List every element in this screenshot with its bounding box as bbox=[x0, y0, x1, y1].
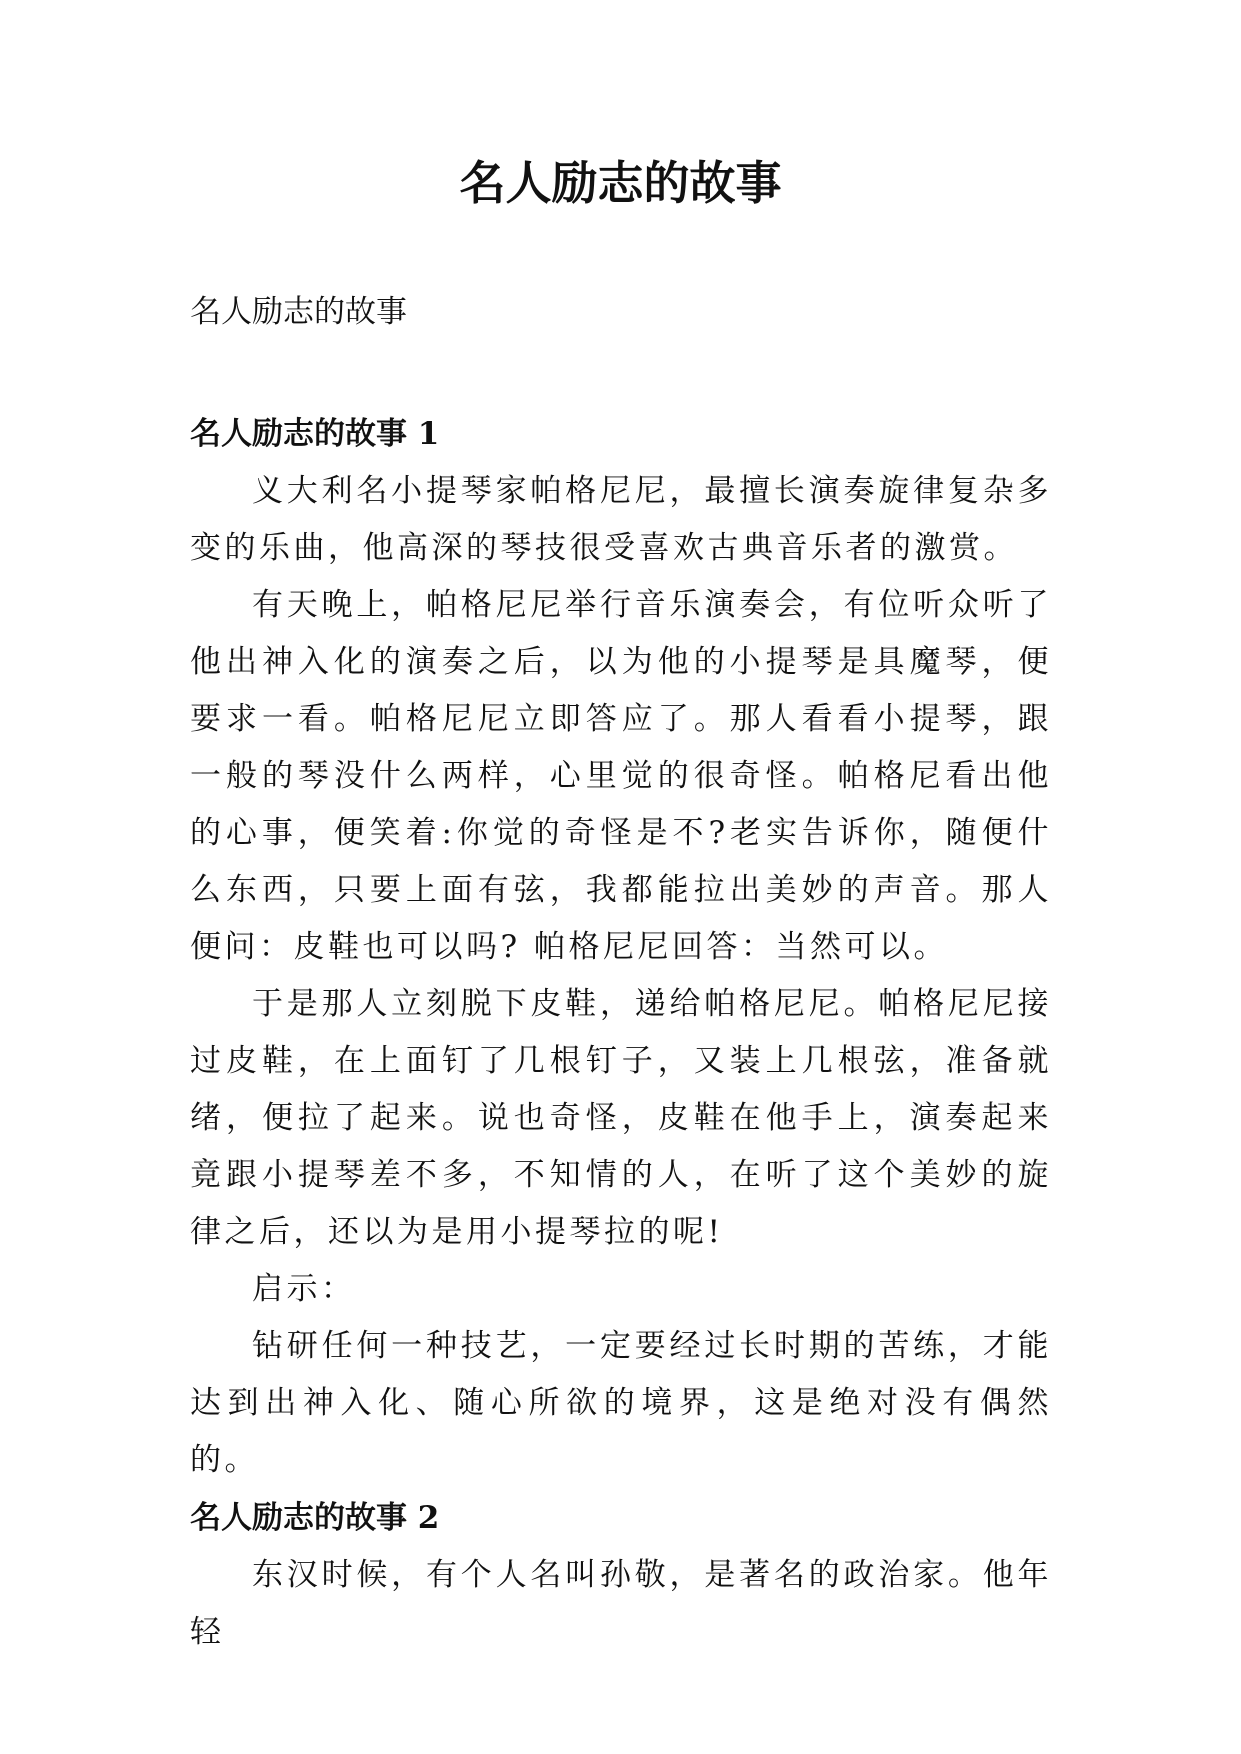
paragraph: 东汉时候，有个人名叫孙敬，是著名的政治家。他年轻 bbox=[190, 1557, 1052, 1650]
paragraph: 于是那人立刻脱下皮鞋，递给帕格尼尼。帕格尼尼接过皮鞋，在上面钉了几根钉子，又装上几根弦，准备就绪，便拉了起来。说也奇怪，皮鞋在他手上，演奏起来竟跟小提琴差不多，不知情的人，在听了这个美妙的旋律之后，还以为是用小提琴拉的呢! bbox=[190, 986, 1052, 1250]
paragraph: 有天晚上，帕格尼尼举行音乐演奏会，有位听众听了他出神入化的演奏之后，以为他的小提琴是具魔琴，便要求一看。帕格尼尼立即答应了。那人看看小提琴，跟一般的琴没什么两样，心里觉的很奇怪。帕格尼看出他的心事，便笑着:你觉的奇怪是不?老实告诉你，随便什么东西，只要上面有弦，我都能拉出美妙的声音。那人便问：皮鞋也可以吗? 帕格尼尼回答：当然可以。 bbox=[190, 587, 1052, 965]
section-heading: 名人励志的故事 1 bbox=[190, 416, 440, 452]
section-heading: 名人励志的故事 2 bbox=[190, 1500, 440, 1536]
paragraph: 钻研任何一种技艺，一定要经过长时期的苦练，才能达到出神入化、随心所欲的境界，这是绝对没有偶然的。 bbox=[190, 1328, 1052, 1478]
document-body bbox=[190, 405, 1052, 1661]
paragraph-label: 启示： bbox=[252, 1271, 356, 1307]
document-subtitle: 名人励志的故事 bbox=[190, 294, 407, 330]
document-title: 名人励志的故事 bbox=[459, 156, 782, 210]
paragraph: 义大利名小提琴家帕格尼尼，最擅长演奏旋律复杂多变的乐曲，他高深的琴技很受喜欢古典音乐者的激赏。 bbox=[190, 473, 1052, 566]
